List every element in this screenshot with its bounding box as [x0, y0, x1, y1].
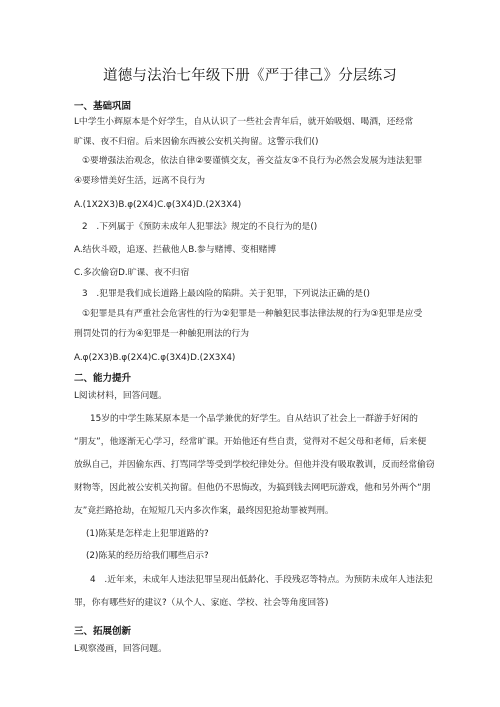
q4-intro: L阅读材料，回答问题。 [74, 391, 167, 401]
q4-paragraph-line2: “朋友”，他逐渐无心学习，经常旷课。开始他还有些自责，觉得对不起父母和老师，后来便 [74, 437, 427, 447]
q5-line1: 4 .近年来，未成年人违法犯罪呈现出低龄化、手段残忍等特点。为预防未成年人违法犯 [90, 575, 433, 585]
q4-paragraph-line5: 友”竟拦路抢劫，在短短几天内多次作案，最终因犯抢劫罪被判刑。 [74, 506, 334, 516]
q3-stem: 3 .犯罪是我们成长道路上最凶险的陷阱。关于犯罪，下列说法正确的是() [82, 289, 370, 299]
q1-choices: A.(1X2X3)B.φ(2X4)C.φ(3X4)D.(2X3X4) [74, 200, 242, 210]
section-heading-extension: 三、拓展创新 [74, 626, 132, 637]
q2-choices-cd: C.多次偷窃D.旷课、夜不归宿 [74, 268, 190, 278]
q1-stem-line2: 旷课、夜不归宿。后来因偷东西被公安机关拘留。这警示我们() [74, 137, 319, 147]
q6-intro: L观察漫画，回答问题。 [74, 644, 167, 654]
q2-stem: 2 .下列属于《预防未成年人犯罪法》规定的不良行为的是() [82, 222, 318, 232]
document-title: 道德与法治七年级下册《严于律己》分层练习 [103, 68, 397, 84]
q1-options-line1: ①要增强法治观念，依法自律②要谨慎交友，善交益友③不良行为必然会发展为违法犯罪 [82, 156, 423, 166]
q2-choices-ab: A.结伙斗殴，追逐、拦截他人B.参与赌博、变相赌博 [74, 245, 277, 255]
q1-stem-line1: L中学生小辉原本是个好学生，自从认识了一些社会青年后，就开始吸烟、喝酒，还经常 [74, 117, 414, 127]
q3-options-line2: 刑罚处罚的行为④犯罪是一种触犯刑法的行为 [74, 329, 250, 339]
q5-line2: 罪，你有哪些好的建议?（从个人、家庭、学校、社会等角度回答) [74, 598, 329, 608]
q4-paragraph-line3: 放纵自己，并因偷东西、打骂同学等受到学校纪律处分。但他并没有吸取教训，反而经常偷窃 [74, 460, 435, 470]
q3-options-line1: ①犯罪是具有严重社会危害性的行为②犯罪是一种触犯民事法律法规的行为③犯罪是应受 [82, 309, 423, 319]
section-heading-basic: 一、基础巩固 [74, 101, 132, 112]
q4-paragraph-line4: 财物等，因此被公安机关拘留。但他仍不思悔改，为搞到钱去网吧玩游戏，他和另外两个“朋 [74, 483, 431, 493]
q4-sub-question-1: (1)陈某是怎样走上犯罪道路的? [86, 529, 209, 539]
q4-paragraph-line1: 15岁的中学生陈某原本是一个品学兼优的好学生。自从结识了社会上一群游手好闲的 [90, 414, 418, 424]
section-heading-ability: 二、能力提升 [74, 373, 132, 384]
q3-choices: A.φ(2X3)B.φ(2X4)C.φ(3X4)D.(2X3X4) [74, 353, 236, 363]
q4-sub-question-2: (2)陈某的经历给我们哪些启示? [86, 551, 209, 561]
q1-options-line2: ④要珍惜美好生活，远离不良行为 [74, 176, 206, 186]
